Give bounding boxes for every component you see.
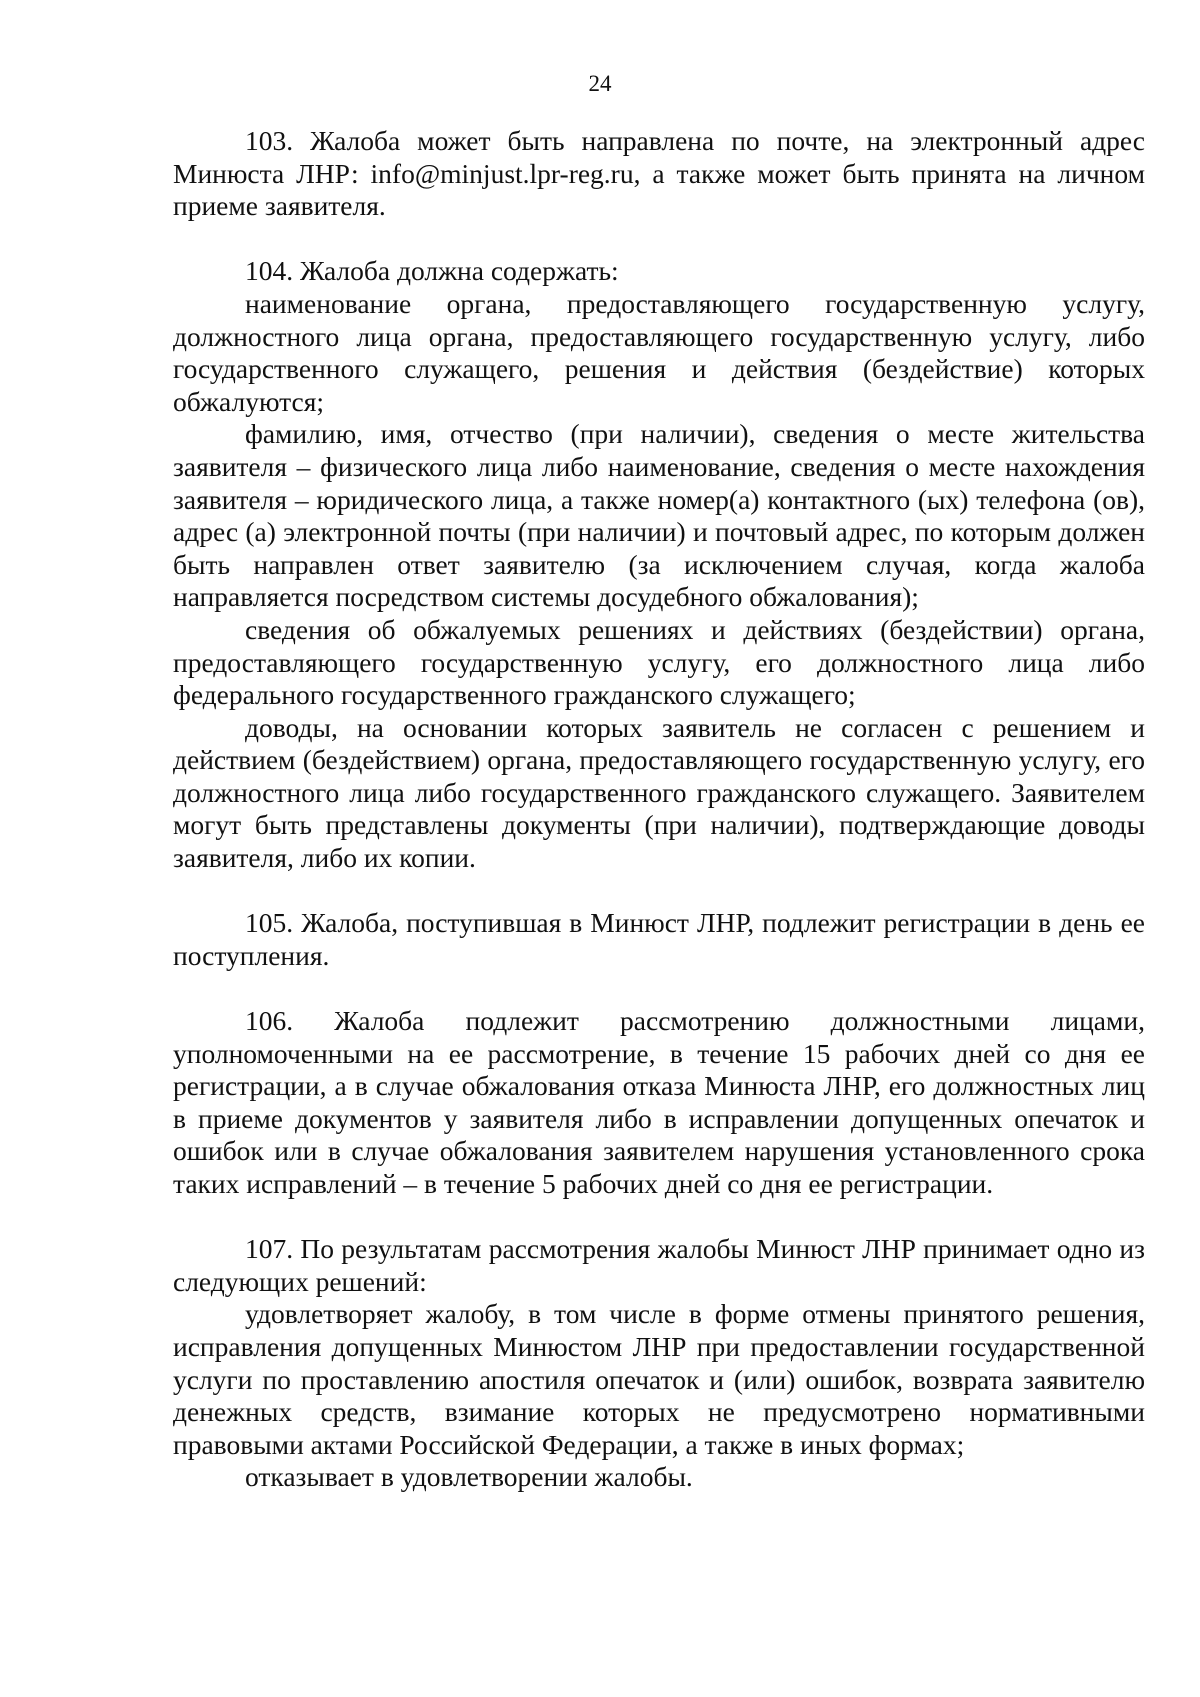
page-number: 24 (588, 71, 612, 96)
paragraph-104-item-applicant: фамилию, имя, отчество (при наличии), сведения о месте жительства заявителя – физического лица либо наименование, сведения о месте нахождения заявителя – юридического лица, а также номер(а) контактного (ых) телефона (ов), адрес (а) электронной почты (при наличии) и почтовый адрес, по которым должен быть направлен ответ заявителю (за исключением случая, когда жалоба направляется посредством системы досудебного обжалования); (173, 418, 1145, 613)
paragraph-104-item-authority: наименование органа, предоставляющего государственную услугу, должностного лица органа, предоставляющего государственную услугу, либо государственного служащего, решения и действия (бездействие) которых обжалуются; (173, 287, 1145, 417)
paragraph-107-heading: 107. По результатам рассмотрения жалобы Минюст ЛНР принимает одно из следующих решений: (173, 1233, 1145, 1297)
paragraph-105: 105. Жалоба, поступившая в Минюст ЛНР, подлежит регистрации в день ее поступления. (173, 907, 1145, 971)
paragraph-103: 103. Жалоба может быть направлена по почте, на электронный адрес Минюста ЛНР: info@minjust.lpr-reg.ru, а также может быть принята на личном приеме заявителя. (173, 125, 1145, 222)
paragraph-107-item-satisfy: удовлетворяет жалобу, в том числе в форме отмены принятого решения, исправления допущенных Минюстом ЛНР при предоставлении государственной услуги по проставлению апостиля опечаток и (или) ошибок, возврата заявителю денежных средств, взимание которых не предусмотрено нормативными правовыми актами Российской Федерации, а также в иных формах; (173, 1298, 1145, 1460)
paragraph-104-heading: 104. Жалоба должна содержать: (245, 255, 619, 287)
paragraph-106: 106. Жалоба подлежит рассмотрению должностными лицами, уполномоченными на ее рассмотрение, в течение 15 рабочих дней со дня ее регистрации, а в случае обжалования отказа Минюста ЛНР, его должностных лиц в приеме документов у заявителя либо в исправлении допущенных опечаток и ошибок или в случае обжалования заявителем нарушения установленного срока таких исправлений – в течение 5 рабочих дней со дня ее регистрации. (173, 1005, 1145, 1199)
document-body (173, 125, 1145, 1494)
paragraph-104-item-decisions: сведения об обжалуемых решениях и действиях (бездействии) органа, предоставляющего государственную услугу, его должностного лица либо федерального государственного гражданского служащего; (173, 613, 1145, 711)
paragraph-104-item-arguments: доводы, на основании которых заявитель не согласен с решением и действием (бездействием) органа, предоставляющего государственную услугу, его должностного лица либо государственного гражданского служащего. Заявителем могут быть представлены документы (при наличии), подтверждающие доводы заявителя, либо их копии. (173, 711, 1145, 874)
paragraph-107-item-refuse: отказывает в удовлетворении жалобы. (245, 1461, 693, 1493)
